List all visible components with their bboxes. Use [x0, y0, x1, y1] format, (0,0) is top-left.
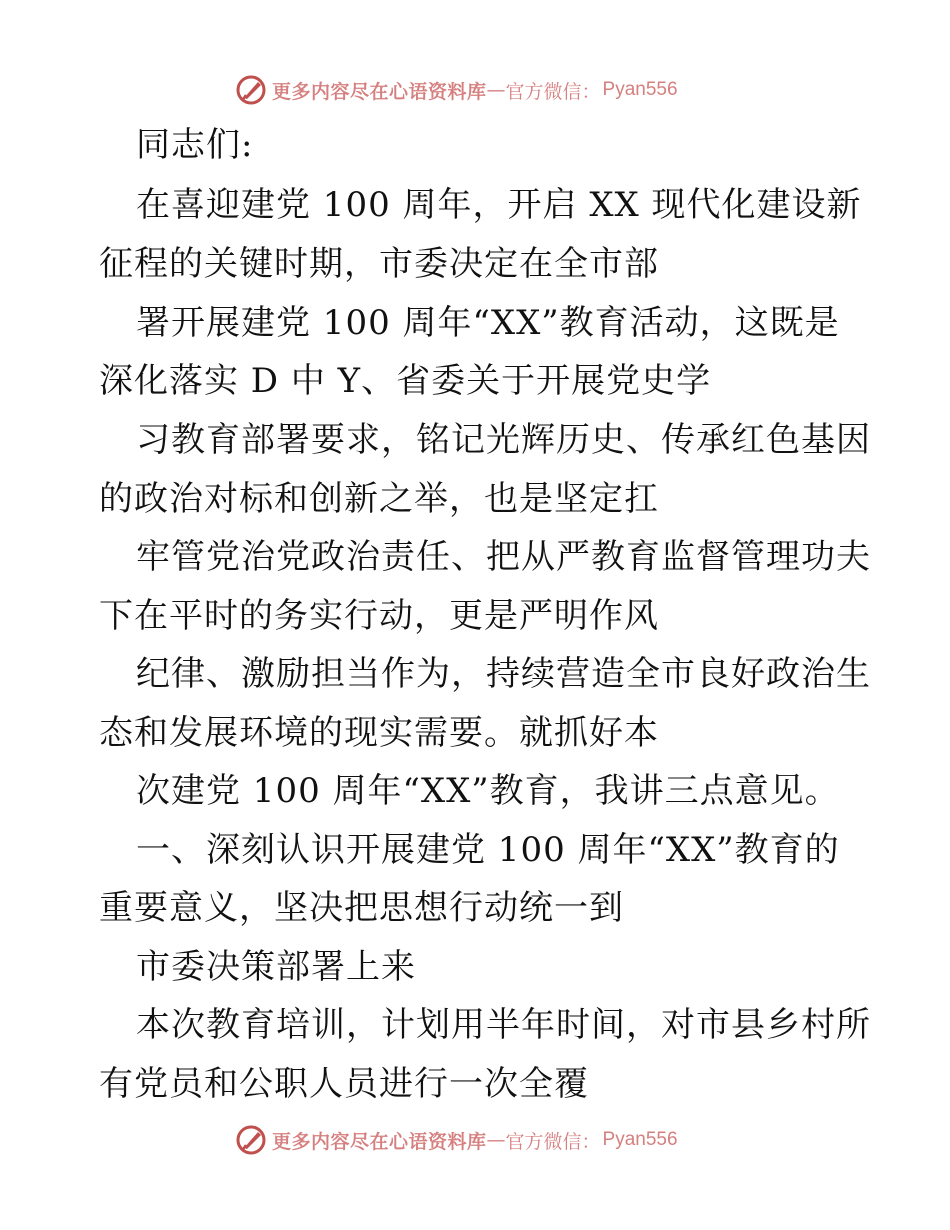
banner-title: 更多内容尽在心语资料库	[272, 80, 487, 103]
body-line: 本次教育培训，计划用半年时间，对市县乡村所	[136, 1005, 871, 1045]
body-line: 同志们:	[136, 125, 254, 165]
banner-wechat-id: Pyan556	[602, 1129, 678, 1150]
quill-logo-icon	[234, 73, 268, 107]
section-heading: 市委决策部署上来	[136, 947, 416, 987]
body-line: 在喜迎建党 100 周年，开启 XX 现代化建设新	[136, 185, 862, 225]
banner-wechat-id: Pyan556	[602, 79, 678, 100]
body-line: 次建党 100 周年“XX”教育，我讲三点意见。	[136, 771, 840, 811]
banner-wechat-label: 官方微信：	[505, 1130, 601, 1153]
body-line: 下在平时的务实行动，更是严明作风	[99, 596, 659, 636]
banner-wechat-label: 官方微信：	[505, 80, 601, 103]
body-line: 牢管党治党政治责任、把从严教育监督管理功夫	[136, 537, 871, 577]
body-line: 习教育部署要求，铭记光辉历史、传承红色基因	[136, 420, 871, 460]
body-line: 署开展建党 100 周年“XX”教育活动，这既是	[136, 303, 840, 343]
body-line: 深化落实 D 中 Y、省委关于开展党史学	[99, 361, 712, 401]
body-line: 纪律、激励担当作为，持续营造全市良好政治生	[136, 654, 871, 694]
body-line: 态和发展环境的现实需要。就抓好本	[99, 713, 659, 753]
header-watermark-banner	[234, 70, 678, 110]
body-line: 有党员和公职人员进行一次全覆	[99, 1064, 589, 1104]
banner-title: 更多内容尽在心语资料库	[272, 1130, 487, 1153]
section-heading: 重要意义，坚决把思想行动统一到	[99, 888, 624, 928]
quill-logo-icon	[234, 1123, 268, 1157]
body-line: 的政治对标和创新之举，也是坚定扛	[99, 479, 659, 519]
banner-separator: —	[486, 79, 506, 101]
footer-watermark-banner	[234, 1120, 678, 1160]
banner-separator: —	[486, 1129, 506, 1151]
section-heading: 一、深刻认识开展建党 100 周年“XX”教育的	[136, 830, 840, 870]
body-line: 征程的关键时期，市委决定在全市部	[99, 244, 659, 284]
